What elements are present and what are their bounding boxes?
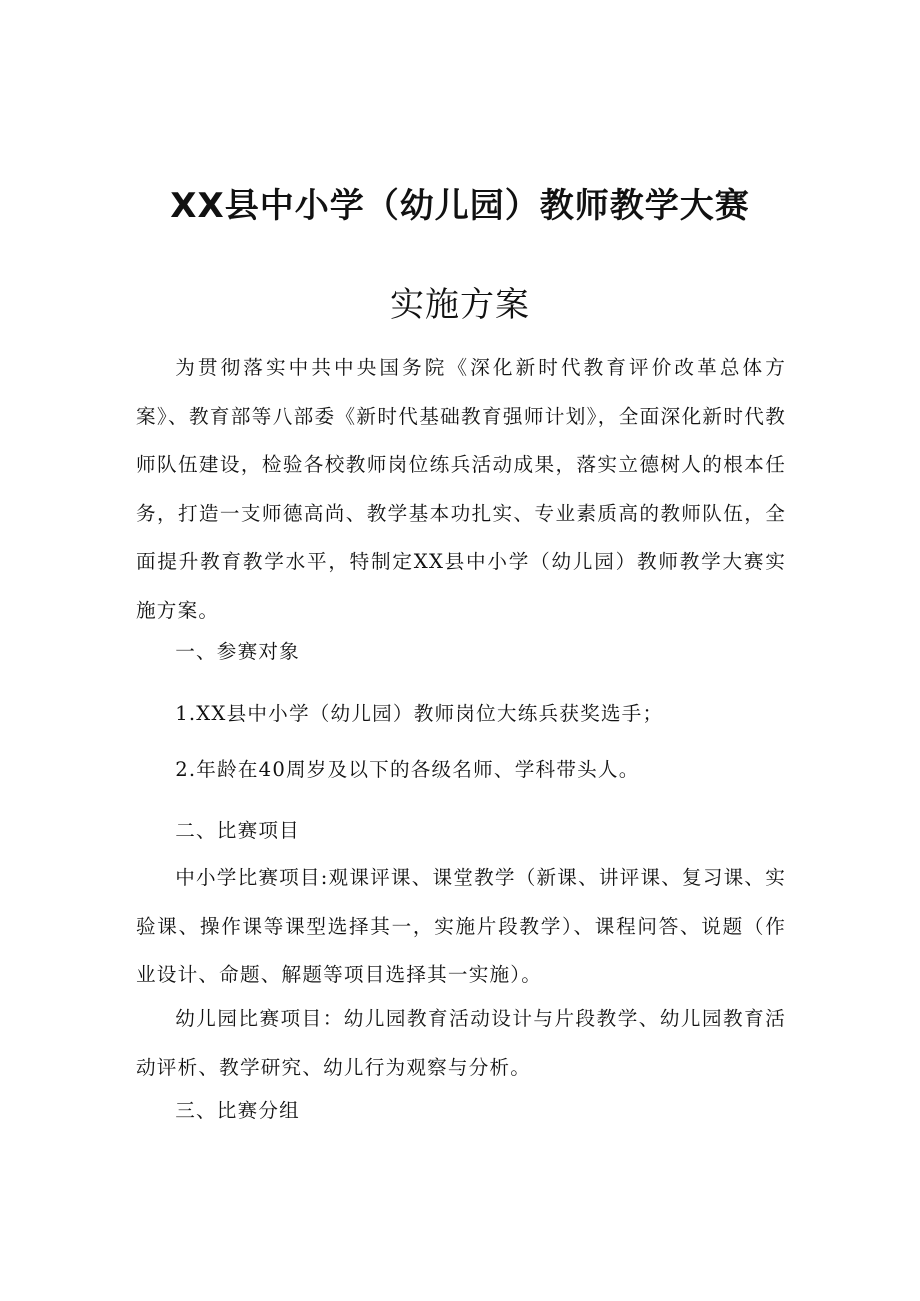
section3-heading: 三、比赛分组 bbox=[175, 1099, 300, 1122]
document-title-line1: XX县中小学（幼儿园）教师教学大赛 bbox=[170, 186, 750, 226]
section2-middle-school-items: 中小学比赛项目:观课评课、课堂教学（新课、讲评课、复习课、实验课、操作课等课型选择其一，实施片段教学）、课程问答、说题（作业设计、命题、解题等项目选择其一实施）。 bbox=[136, 866, 787, 986]
document-title-line2: 实施方案 bbox=[390, 285, 530, 325]
section1-heading: 一、参赛对象 bbox=[175, 640, 300, 663]
section1-item2: 2.年龄在40周岁及以下的各级名师、学科带头人。 bbox=[175, 758, 640, 781]
section1-item1: 1.XX县中小学（幼儿园）教师岗位大练兵获奖选手； bbox=[175, 702, 664, 725]
intro-paragraph: 为贯彻落实中共中央国务院《深化新时代教育评价改革总体方案》、教育部等八部委《新时代基础教育强师计划》，全面深化新时代教师队伍建设，检验各校教师岗位练兵活动成果，落实立德树人的根本任务，打造一支师德高尚、教学基本功扎实、专业素质高的教师队伍，全面提升教育教学水平，特制定XX县中小学（幼儿园）教师教学大赛实施方案。 bbox=[136, 356, 786, 622]
section2-heading: 二、比赛项目 bbox=[175, 819, 300, 842]
section2-kindergarten-items: 幼儿园比赛项目：幼儿园教育活动设计与片段教学、幼儿园教育活动评析、教学研究、幼儿行为观察与分析。 bbox=[136, 1007, 786, 1079]
